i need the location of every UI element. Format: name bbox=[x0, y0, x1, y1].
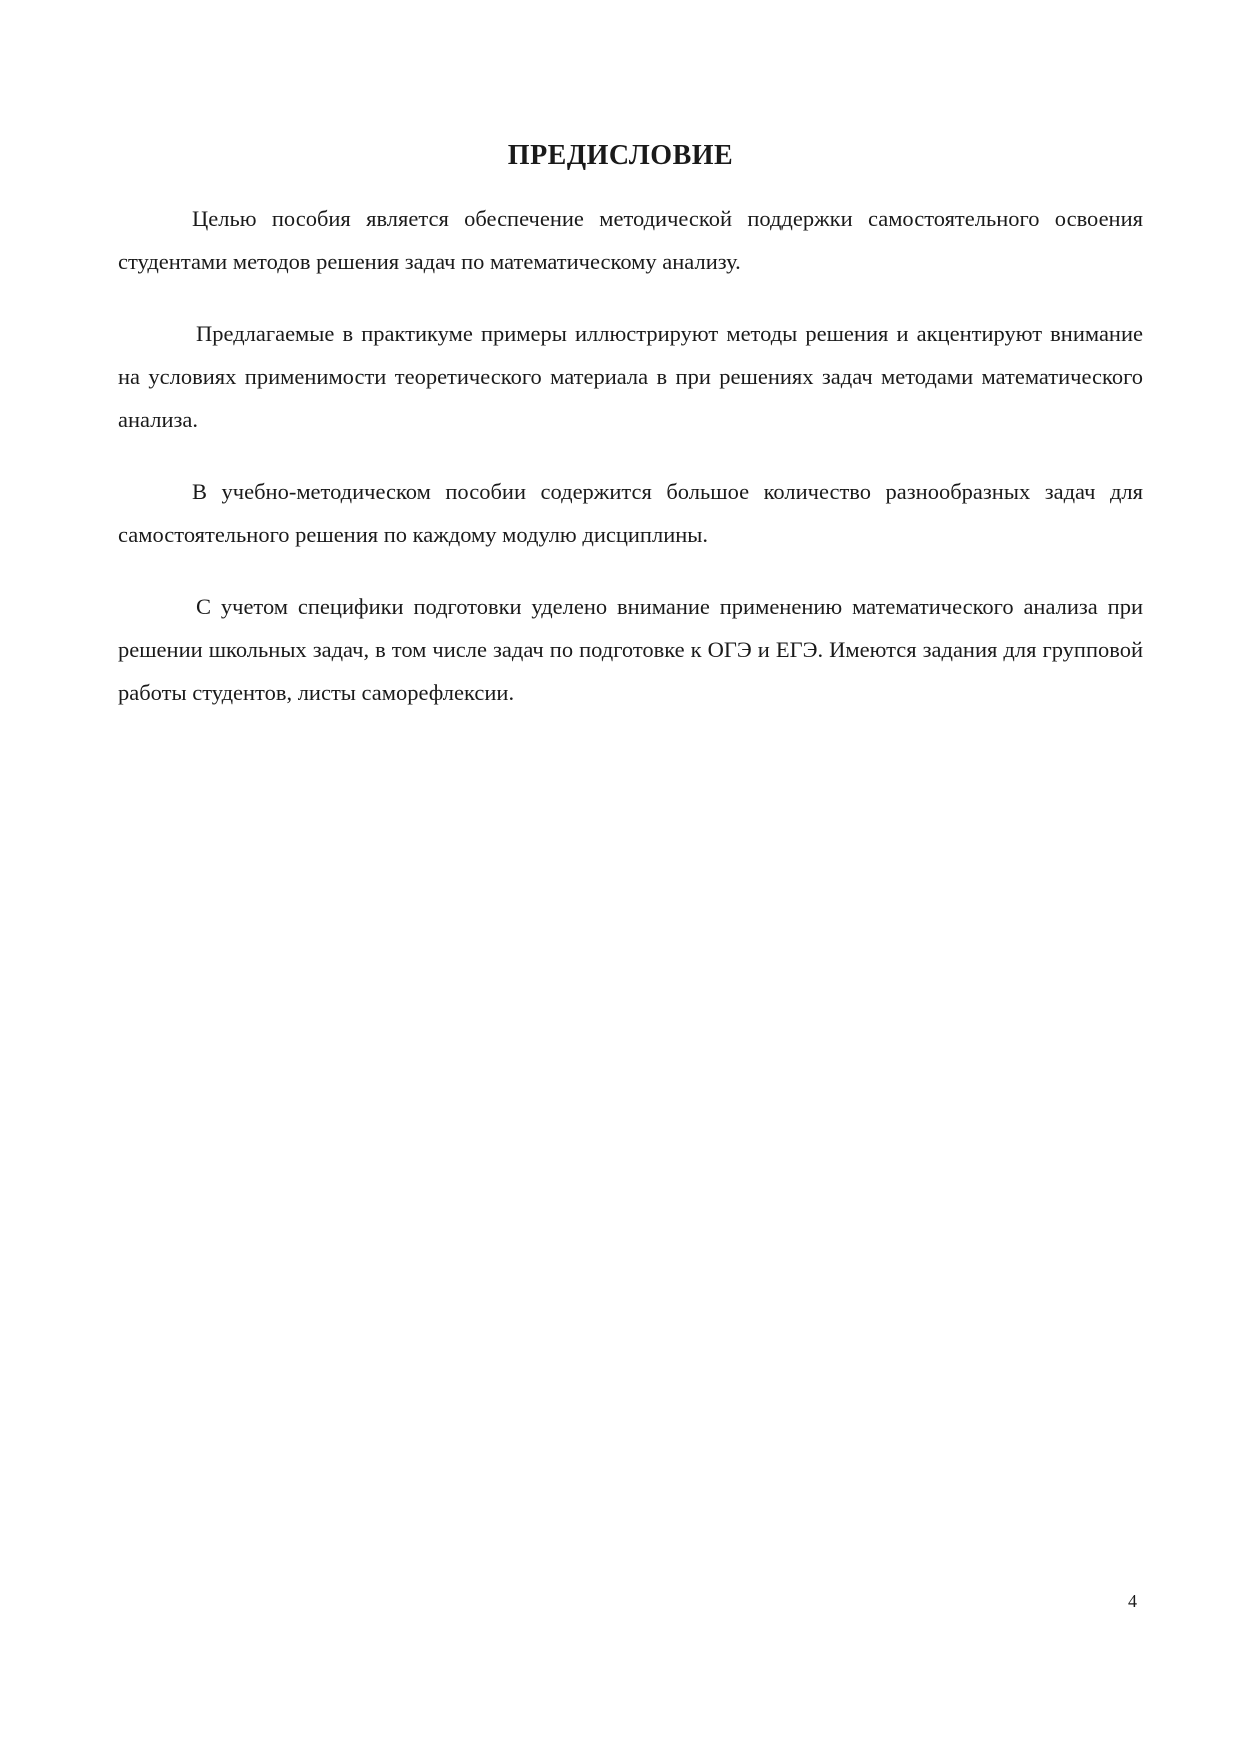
page-number: 4 bbox=[1128, 1591, 1137, 1611]
paragraph-examples: Предлагаемые в практикуме примеры иллюстрируют методы решения и акцентируют внимание на условиях применимости теоретического материала в при решениях задач методами математического анализа. bbox=[118, 321, 1143, 432]
paragraph-purpose: Целью пособия является обеспечение методической поддержки самостоятельного освоения студентами методов решения задач по математическому анализу. bbox=[118, 206, 1143, 274]
paragraph-tasks: В учебно-методическом пособии содержится большое количество разнообразных задач для самостоятельного решения по каждому модулю дисциплины. bbox=[118, 479, 1143, 547]
paragraph-specifics: С учетом специфики подготовки уделено внимание применению математического анализа при решении школьных задач, в том числе задач по подготовке к ОГЭ и ЕГЭ. Имеются задания для групповой работы студентов, листы саморефлексии. bbox=[118, 594, 1143, 705]
page-title: ПРЕДИСЛОВИЕ bbox=[507, 140, 734, 171]
